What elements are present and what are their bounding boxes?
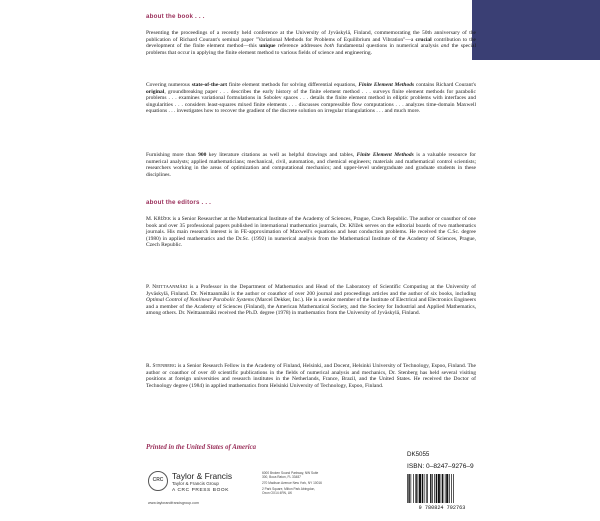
isbn: ISBN: 0–8247–9276–9 [407, 463, 474, 470]
catalog-number: DK5055 [407, 451, 430, 458]
barcode-bar [419, 474, 421, 503]
barcode-bars [407, 474, 454, 503]
about-editors-heading: about the editors . . . [146, 199, 212, 206]
publisher-group: Taylor & Francis Group [172, 481, 219, 486]
barcode-bar [442, 474, 443, 503]
about-book-paragraph-3: Furnishing more than 900 key literature citations as well as helpful drawings and tables, Finite Element Methods is a valuable resource for numerical analysts; applied mathematicians; mechanical, civil, automation, and chemical engineers; materials and mathematical control scientists; researchers working in the areas of optimization and computational mechanics; and upper-level undergraduate and graduate students in these disciplines. [146, 152, 477, 178]
address-new-york: 270 Madison Avenue New York, NY 10016 [262, 481, 322, 485]
barcode-bar [432, 474, 433, 503]
about-book-paragraph-2: Covering numerous state-of-the-art finite element methods for solving differential equations, Finite Element Methods contains Richard Courant's original, groundbreaking paper . . . describes the early history of the finite element method . . . surveys finite element methods for parabolic problems . . . examines variational formulations in Sobolev spaces . . . details the finite element method in elliptic problems with interfaces and singularities . . . considers least-squares mixed finite elements . . . discusses compressible flow computations . . . analyzes time-domain Maxwell equations . . . investigates how to recover the gradient of the discrete solution on irregular triangulations . . . and much more. [146, 82, 476, 115]
barcode-bar [446, 474, 448, 503]
barcode-bar [438, 474, 440, 503]
barcode-bar [413, 474, 414, 503]
publisher-name: Taylor & Francis [172, 471, 233, 481]
crc-logo-icon: CRC [148, 471, 168, 491]
barcode-bar [418, 474, 419, 503]
barcode-bar [422, 474, 423, 503]
address-boca-raton: 6000 Broken Sound Parkway, NW Suite 300, Boca Raton, FL 33487 [262, 471, 319, 479]
barcode-bar [424, 474, 425, 503]
editor-stenberg-paragraph: R. STENBERG is a Senior Research Fellow in the Academy of Finland, Helsinki, and Docent, Helsinki University of Technology, Espoo, Finland. The author or coauthor of over 40 scientific publications in the fields of numerical analysis and mechanics, Dr. Stenberg has held several visiting positions at foreign universities and research institutes in the Netherlands, France, Brazil, and the United States. He received the Doctor of Technology degree (1984) in applied mathematics from Helsinki University of Technology, Espoo, Finland. [146, 363, 476, 389]
barcode-bar [451, 474, 452, 503]
publisher-url: www.taylorandfrancisgroup.com [148, 501, 199, 505]
about-book-heading: about the book . . . [146, 13, 205, 20]
isbn-barcode [405, 474, 479, 510]
editor-krizek-paragraph: M. KŘÍŽEK is a Senior Researcher at the Mathematical Institute of the Academy of Sciences, Prague, Czech Republic. The author or coauthor of one book and over 35 professional papers published in international mathematics journals, Dr. Křížek serves on the editorial boards of two mathematics journals. His main research interest is in FE-approximation of Maxwell's equations and heat conduction problems. He received the C.Sc. degree (1980) in applied mathematics and the Dr.Sc. (1992) in numerical analysis from the Mathematical Institute of the Academy of Sciences, Prague, Czech Republic. [146, 216, 476, 249]
about-book-paragraph-1: Presenting the proceedings of a recently held conference at the University of Jyväskylä, Finland, commemorating the 50th anniversary of the publication of Richard Courant's seminal paper "Variational Methods for Problems of Equilibrium and Vibration"—a crucial contribution to the development of the finite element method—this unique reference addresses both fundamental questions in numerical analysis and the special problems that occur in applying the finite element method to various fields of science and engineering. [146, 30, 476, 56]
barcode-bar [427, 474, 428, 503]
barcode-bar [436, 474, 437, 503]
barcode-bar [449, 474, 450, 503]
publisher-addresses [262, 471, 322, 497]
printed-in-usa: Printed in the United States of America [146, 444, 257, 451]
barcode-bar [430, 474, 431, 503]
publisher-imprint: A CRC PRESS BOOK [172, 488, 230, 493]
barcode-bar [415, 474, 416, 503]
barcode-bar [441, 474, 442, 503]
barcode-digits: 9 780824 792763 [418, 505, 466, 510]
corner-color-bar [472, 0, 600, 60]
barcode-bar [411, 474, 412, 503]
barcode-bar [434, 474, 435, 503]
address-abingdon: 2 Park Square, Milton Park Abingdon, Oxon OX14 4RN, UK [262, 487, 316, 495]
editor-neittaanmaki-paragraph: P. NEITTAANMÄKI is a Professor in the Department of Mathematics and Head of the Laboratory of Scientific Computing at the University of Jyväskylä, Finland. Dr. Neittaanmäki is the author or coauthor of over 200 journal and proceedings articles and the author of six books, including Optimal Control of Nonlinear Parabolic Systems (Marcel Dekker, Inc.). He is a senior member of the Institute of Electrical and Electronics Engineers and a member of the Academy of Sciences (Finland), the American Mathematical Society, and the Society for Industrial and Applied Mathematics, among others. Dr. Neittaanmäki received the Ph.D. degree (1978) in mathematics from the University of Jyväskylä, Finland. [146, 284, 477, 317]
barcode-bar [445, 474, 446, 503]
barcode-bar [407, 474, 408, 503]
publisher-logo [148, 471, 268, 511]
barcode-bar [408, 474, 409, 503]
barcode-bar [426, 474, 427, 503]
barcode-bar [453, 474, 454, 503]
